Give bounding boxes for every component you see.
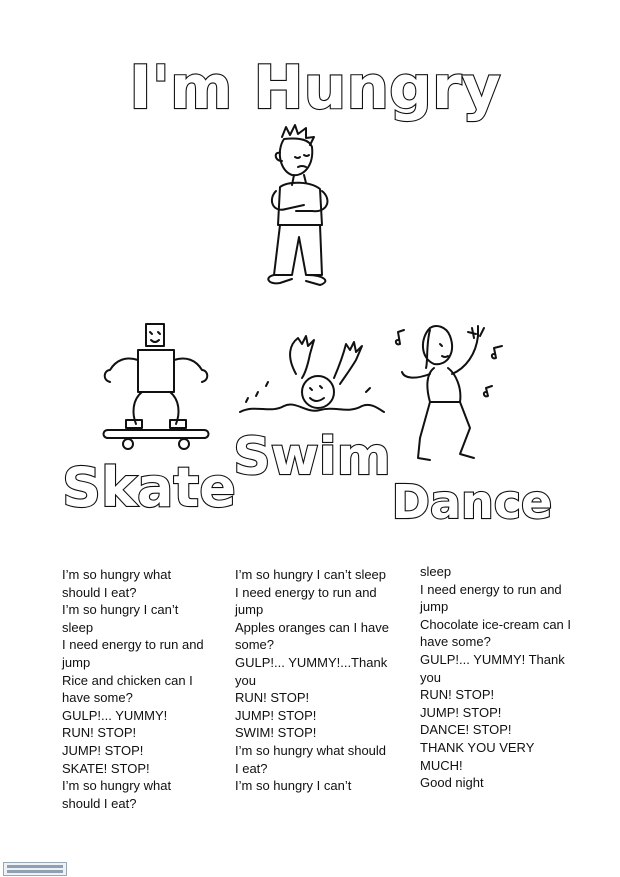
lyric-line: Good night [420,775,484,791]
lyric-line: I’m so hungry I can’t sleep [235,567,387,582]
lyric-line: RUN! STOP! [420,687,495,703]
lyrics-column-1 [62,566,212,812]
lyric-line: I’m so hungry what should I eat? [62,567,172,600]
lyric-line: DANCE! STOP! [420,722,512,738]
watermark-logo [3,862,67,876]
lyric-line: I need energy to run and jump [420,581,562,615]
lyric-line: JUMP! STOP! [62,742,144,758]
lyric-line: GULP!... YUMMY! [62,707,168,723]
lyric-line: sleep [420,564,452,579]
lyric-line: GULP!... YUMMY!...Thank you [235,654,388,688]
dancing-girl-illustration [390,318,518,468]
lyric-line: RUN! STOP! [62,725,137,741]
lyric-line: I’m so hungry what should I eat? [235,742,387,776]
lyric-line: SKATE! STOP! [62,760,150,776]
swim-text: Swim [233,427,391,487]
dance-text: Dance [391,475,553,529]
dance-label [388,470,556,532]
skateboard-robot-illustration [98,320,213,450]
lyric-line: I’m so hungry what should I eat? [62,778,172,811]
skate-label [64,448,234,523]
lyric-line: Rice and chicken can I have some? [62,672,193,706]
lyric-line: GULP!... YUMMY! Thank you [420,651,565,685]
hungry-boy-illustration [262,125,337,290]
lyrics-column-3 [420,563,572,792]
lyrics-column-2 [235,566,393,795]
swimming-child-illustration [236,334,386,424]
lyric-line: Chocolate ice-cream can I have some? [420,616,572,650]
lyric-line: Apples oranges can I have some? [235,619,389,653]
lyric-line: JUMP! STOP! [235,707,317,723]
lyric-line: I’m so hungry I can’t [235,778,352,794]
swim-label [233,420,391,490]
lyric-line: SWIM! STOP! [235,725,317,741]
lyric-line: JUMP! STOP! [420,704,502,720]
lyric-line: RUN! STOP! [235,690,310,706]
title-text: I'm Hungry [129,53,501,123]
lyric-line: THANK YOU VERY MUCH! [420,739,535,773]
lyric-line: I need energy to run and jump [62,637,204,670]
lyric-line: I need energy to run and jump [235,584,377,618]
lyric-line: I’m so hungry I can’t sleep [62,602,179,635]
skate-text: Skate [62,456,236,519]
